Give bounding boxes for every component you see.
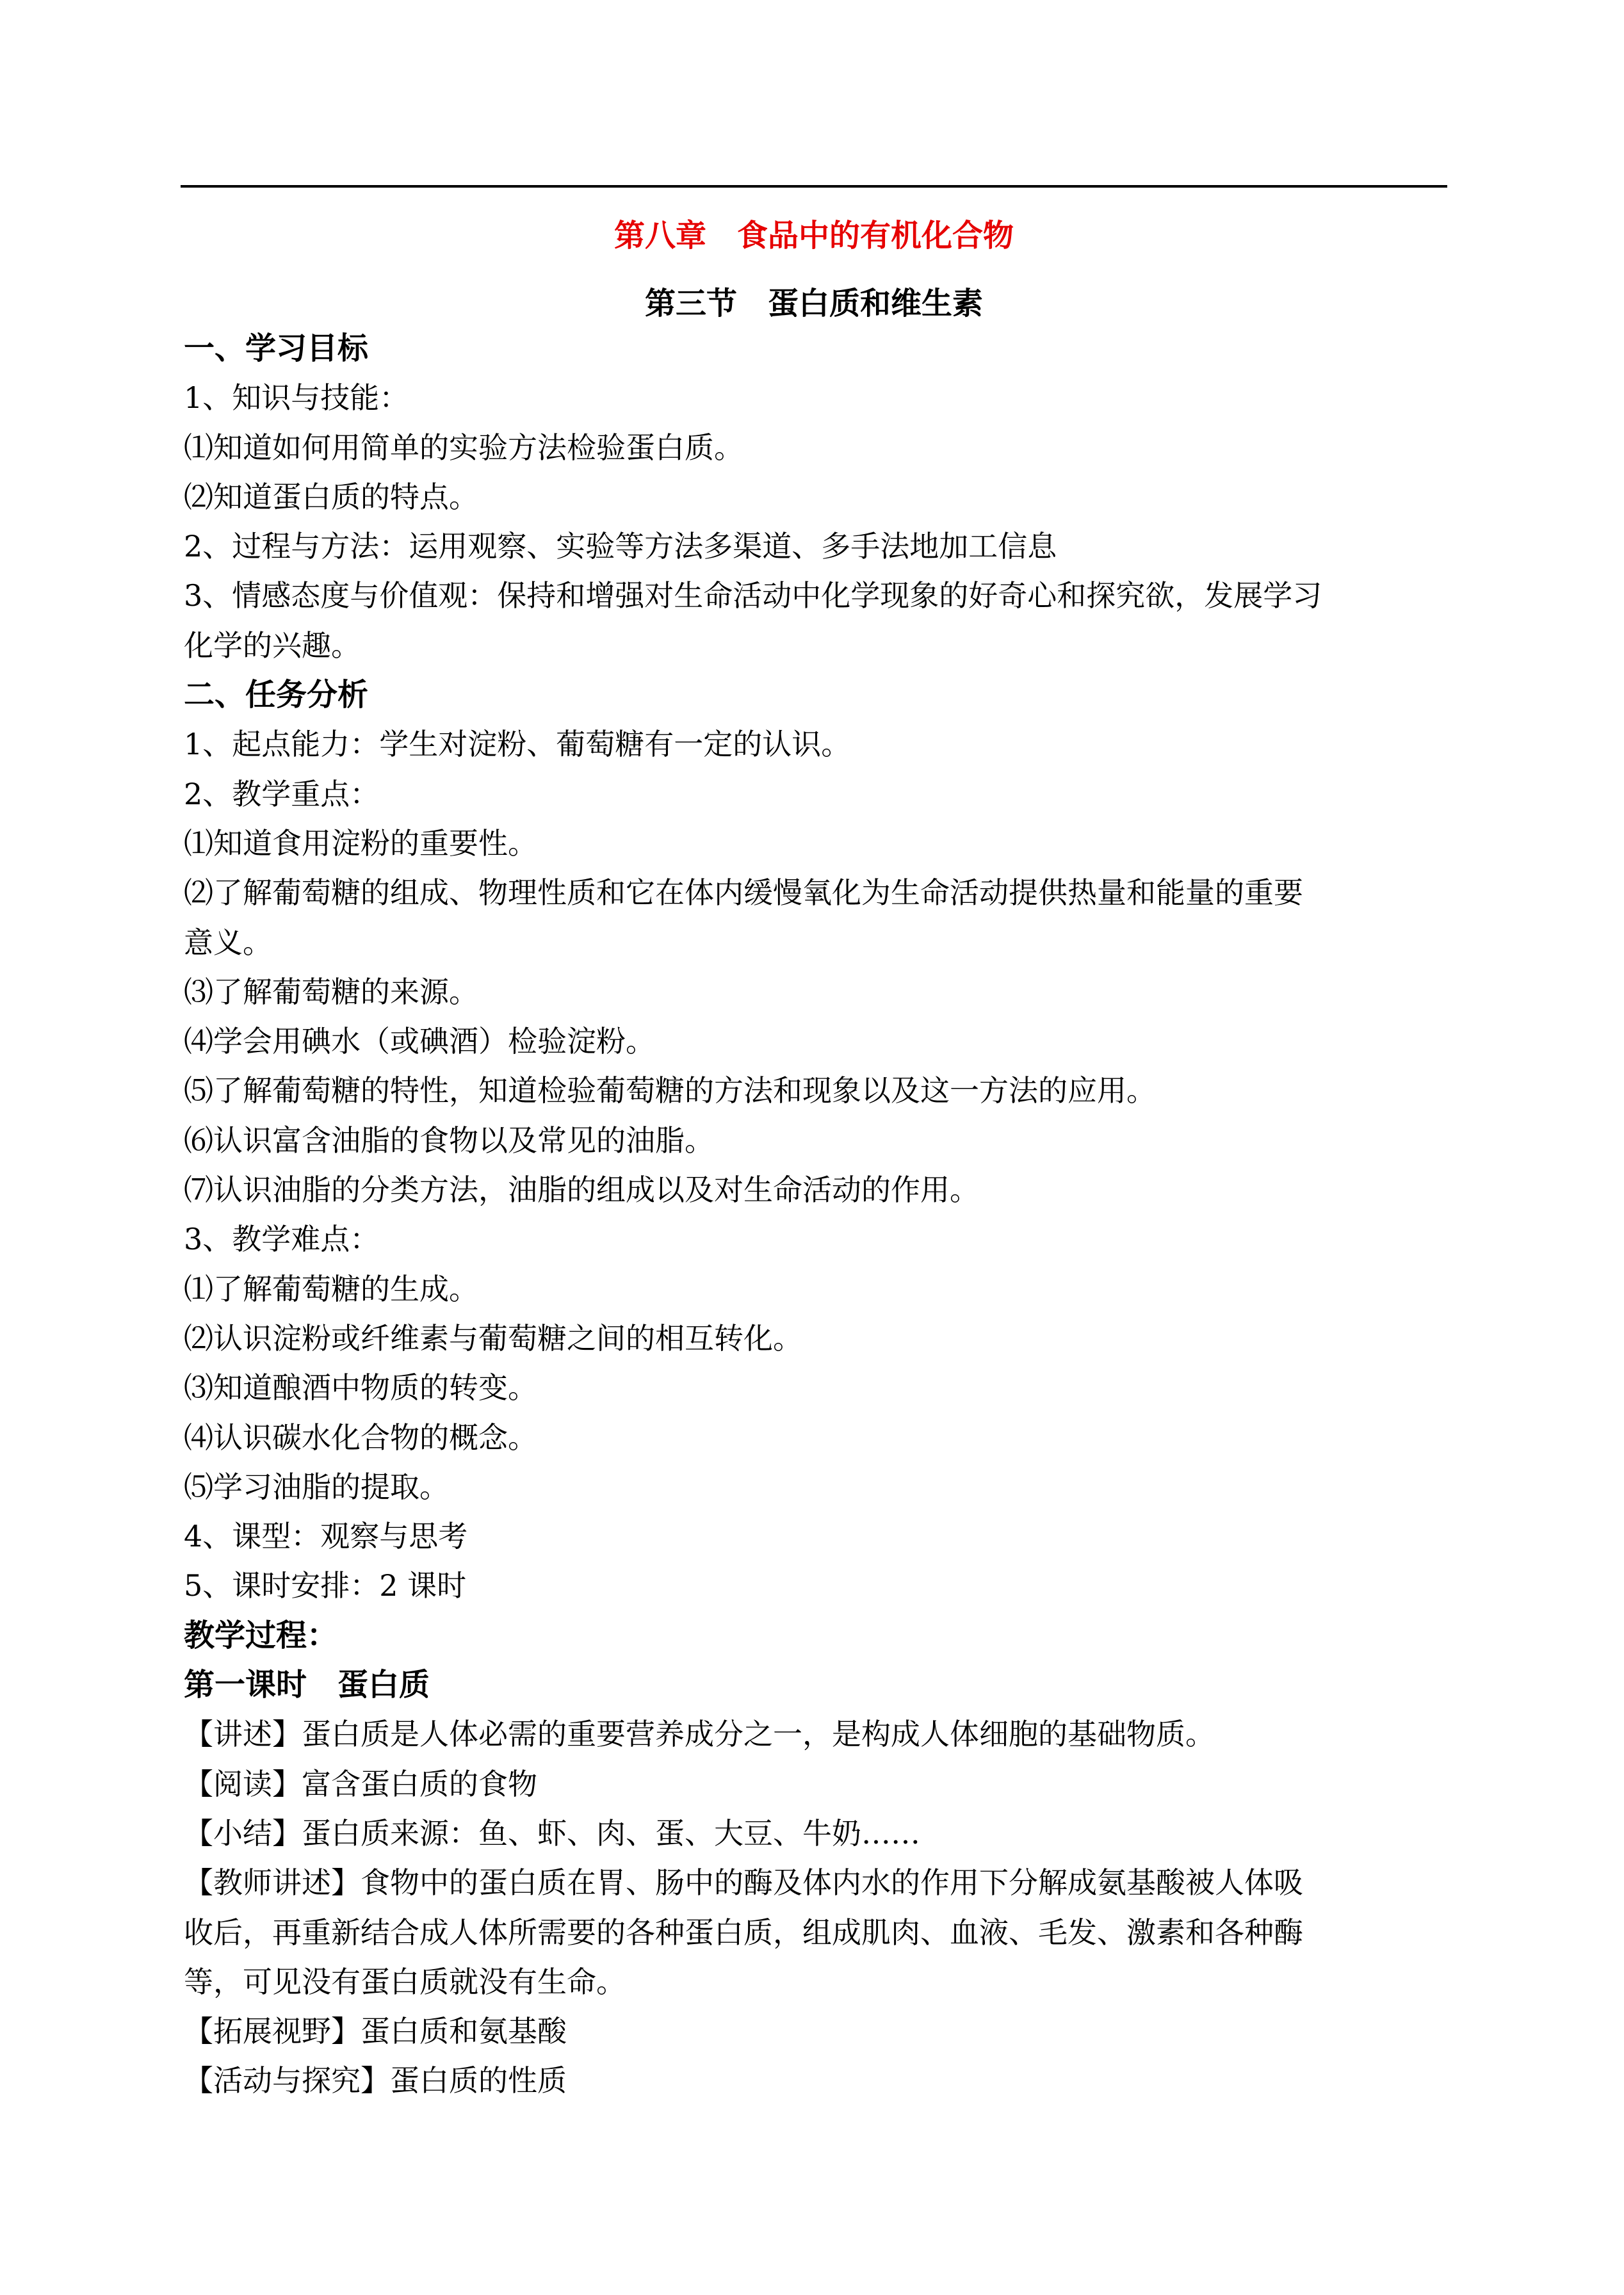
text-line: ⑴知道食用淀粉的重要性。 — [184, 825, 537, 861]
text-line: 4、课型：观察与思考 — [184, 1519, 468, 1554]
text-line: ⑸了解葡萄糖的特性，知道检验葡萄糖的方法和现象以及这一方法的应用。 — [184, 1073, 1156, 1108]
text-line: 1、起点能力：学生对淀粉、葡萄糖有一定的认识。 — [184, 727, 851, 762]
text-line: 5、课时安排：2 课时 — [184, 1568, 467, 1603]
text-line: ⑷认识碳水化合物的概念。 — [184, 1420, 537, 1455]
text-line: 2、教学重点： — [184, 776, 380, 811]
document-body — [184, 324, 1450, 2106]
text-line: 【拓展视野】蛋白质和氨基酸 — [184, 2014, 567, 2049]
text-line: 1、知识与技能： — [184, 380, 409, 416]
text-line: ⑴了解葡萄糖的生成。 — [184, 1271, 478, 1306]
text-line: ⑵知道蛋白质的特点。 — [184, 479, 478, 514]
text-line: 【阅读】富含蛋白质的食物 — [184, 1766, 537, 1801]
text-line: 收后，再重新结合成人体所需要的各种蛋白质，组成肌肉、血液、毛发、激素和各种酶 — [184, 1915, 1303, 1950]
heading-line: 二、任务分析 — [184, 677, 369, 713]
section-title: 第三节 蛋白质和维生素 — [644, 286, 983, 321]
text-line: ⑴知道如何用简单的实验方法检验蛋白质。 — [184, 430, 743, 465]
text-line: 【小结】蛋白质来源：鱼、虾、肉、蛋、大豆、牛奶…… — [184, 1815, 920, 1851]
chapter-title: 第八章 食品中的有机化合物 — [613, 218, 1014, 254]
heading-line: 第一课时 蛋白质 — [184, 1667, 430, 1703]
text-line: 3、教学难点： — [184, 1222, 380, 1257]
header-rule — [181, 185, 1447, 188]
text-line: 意义。 — [184, 925, 272, 960]
text-line: ⑶了解葡萄糖的来源。 — [184, 974, 478, 1009]
text-line: 化学的兴趣。 — [184, 628, 361, 663]
text-line: ⑵认识淀粉或纤维素与葡萄糖之间的相互转化。 — [184, 1320, 802, 1356]
text-line: 【活动与探究】蛋白质的性质 — [184, 2063, 567, 2098]
text-line: 【讲述】蛋白质是人体必需的重要营养成分之一，是构成人体细胞的基础物质。 — [184, 1717, 1215, 1752]
heading-line: 一、学习目标 — [184, 330, 369, 366]
text-line: ⑹认识富含油脂的食物以及常见的油脂。 — [184, 1123, 714, 1158]
heading-line: 教学过程： — [184, 1617, 338, 1653]
text-line: 2、过程与方法：运用观察、实验等方法多渠道、多手法地加工信息 — [184, 529, 1057, 564]
text-line: 等，可见没有蛋白质就没有生命。 — [184, 1964, 626, 1999]
text-line: ⑶知道酿酒中物质的转变。 — [184, 1370, 537, 1406]
text-line: ⑷学会用碘水（或碘酒）检验淀粉。 — [184, 1024, 655, 1059]
text-line: 3、情感态度与价值观：保持和增强对生命活动中化学现象的好奇心和探究欲，发展学习 — [184, 578, 1322, 613]
text-line: ⑵了解葡萄糖的组成、物理性质和它在体内缓慢氧化为生命活动提供热量和能量的重要 — [184, 875, 1303, 911]
text-line: 【教师讲述】食物中的蛋白质在胃、肠中的酶及体内水的作用下分解成氨基酸被人体吸 — [184, 1865, 1303, 1901]
text-line: ⑺认识油脂的分类方法，油脂的组成以及对生命活动的作用。 — [184, 1172, 979, 1208]
text-line: ⑸学习油脂的提取。 — [184, 1469, 449, 1504]
